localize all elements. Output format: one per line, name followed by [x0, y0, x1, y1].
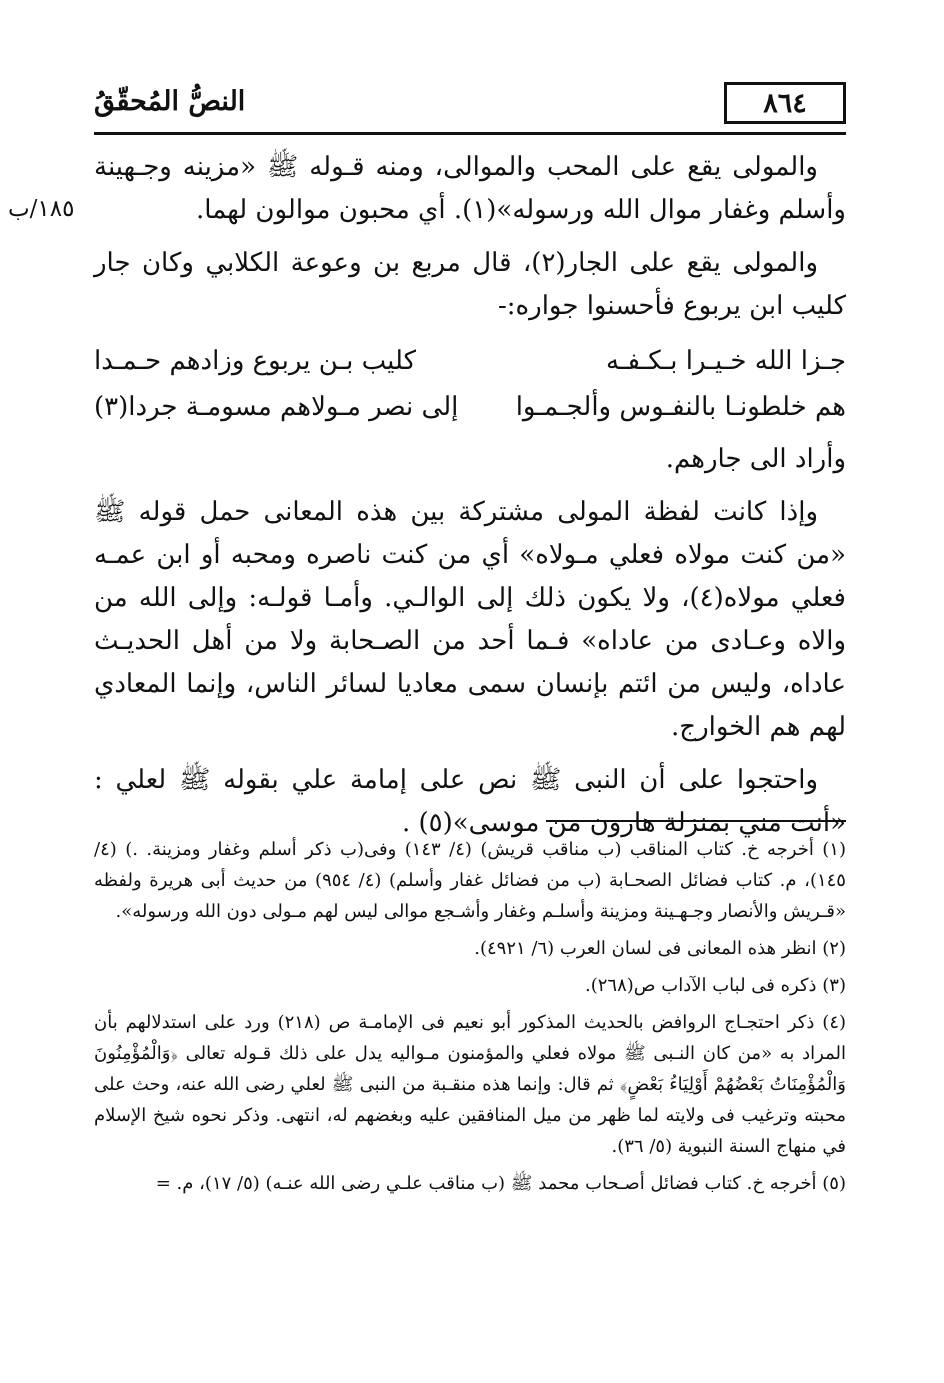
paragraph-3: وأراد الى جارهم.	[665, 444, 846, 474]
verse-line-2-second-hemistich: إلى نصر مـولاهم مسومـة جردا(٣)	[94, 392, 459, 422]
page-number: ٨٦٤	[724, 82, 846, 124]
main-text	[94, 146, 846, 855]
running-title: النصُّ المُحقّقُ	[94, 86, 246, 117]
paragraph-5: واحتجوا على أن النبى ﷺ نص على إمامة علي بقوله ﷺ لعلي : «أنت مني بمنزلة هارون من موسى»(٥) .	[94, 765, 846, 838]
verse-line-1-first-hemistich: جـزا الله خـيـرا بـكـفـه	[605, 346, 846, 376]
verse-line-1-second-hemistich: كليب بـن يربوع وزادهم حـمـدا	[94, 346, 416, 376]
paragraph-4: وإذا كانت لفظة المولى مشتركة بين هذه المعانى حمل قوله ﷺ «من كنت مولاه فعلي مـولاه» أي من كنت ناصره ومحبه أو ابن عمـه فعلي مولاه(٤)، ولا يكون ذلك إلى الوالـي. وأمـا قولـه: وإلى الله من والاه وعـادى من عاداه» فـما أحد من الصـحابة ولا من أهل الحديـث عاداه، وليس من ائتم بإنسان سمى معاديا لسائر الناس، وإنما المعادي لهم هم الخوارج.	[94, 497, 846, 742]
footnote-1: (١) أخرجه خ. كتاب المناقب (ب مناقب قريش) (٤/ ١٤٣) وفى(ب ذكر أسلم وغفار ومزينة. .) (٤/ ١٤٥)، م. كتاب فضائل الصحـابة (ب من فضائل غفار وأسلم) (٤/ ٩٥٤) من حديث أبى هريرة ولفظه «قـريش والأنصار وجـهـينة ومزينة وأسلـم وغفار وأشـجع موالى ليس لهم مـولى دون الله ورسوله».	[94, 839, 846, 922]
manuscript-folio-note: ١٨٥/ب	[8, 196, 75, 222]
verse-line-2-first-hemistich: هم خلطونـا بالنفـوس وألجـمـوا	[515, 392, 846, 422]
page-header	[94, 78, 846, 136]
paragraph-1: والمولى يقع على المحب والموالى، ومنه قـوله ﷺ «مزينه وجـهينة وأسلم وغفار موال الله ورسوله»(١). أي محبون موالون لهما.	[94, 152, 846, 225]
verse-line-1	[94, 338, 846, 384]
footnotes	[94, 834, 846, 1205]
paragraph-2: والمولى يقع على الجار(٢)، قال مربع بن وعوعة الكلابي وكان جار كليب ابن يربوع فأحسنوا جواره:-	[94, 248, 846, 321]
verse-line-2	[94, 384, 846, 430]
footnote-5: (٥) أخرجه خ. كتاب فضائل أصـحاب محمد ﷺ (ب مناقب علـي رضى الله عنـه) (٥/ ١٧)، م. =	[155, 1173, 846, 1194]
footnote-3: (٣) ذكره فى لباب الآداب ص(٢٦٨).	[584, 975, 846, 996]
header-rule	[94, 132, 846, 135]
footnote-4: (٤) ذكر احتجـاج الروافض بالحديث المذكور أبو نعيم فى الإمامـة ص (٢١٨) ورد على استدلالهم بأن المراد به «من كان النـبى ﷺ مولاه فعلي والمؤمنون مـواليه يدل على ذلك قـوله تعالى ﴿وَالْمُؤْمِنُونَ وَالْمُؤْمِنَاتُ بَعْضُهُمْ أَوْلِيَاءُ بَعْضٍ﴾ ثم قال: وإنما هذه منقـبة من النبى ﷺ لعلي رضى الله عنه، وحث على محبته وترغيب فى ولايته لما ظهر من ميل المنافقين عليه وبغضهم له، انتهى. وذكر نحوه شيخ الإسلام في منهاج السنة النبوية (٥/ ٣٦).	[94, 1012, 847, 1157]
footnote-separator	[546, 820, 846, 822]
verse-block	[94, 338, 846, 430]
footnote-2: (٢) انظر هذه المعانى فى لسان العرب (٦/ ٤٩٢١).	[474, 938, 846, 959]
